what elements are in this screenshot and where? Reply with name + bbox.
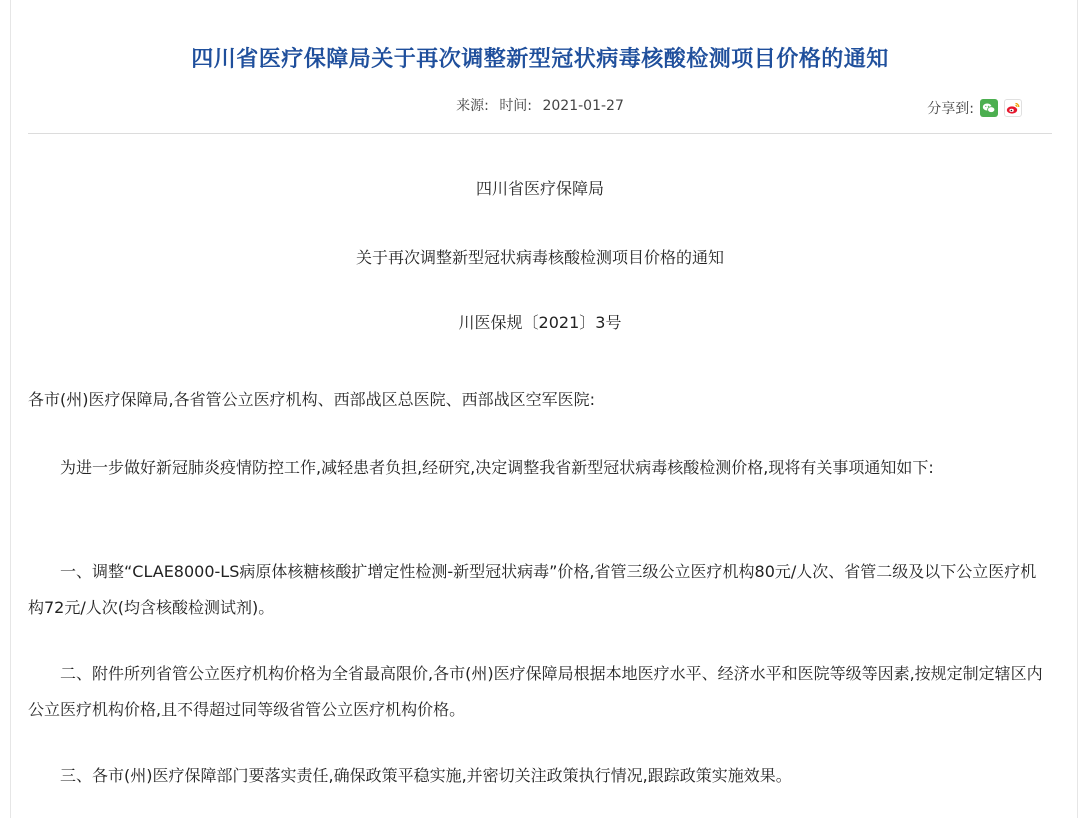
addressee-paragraph: 各市(州)医疗保障局,各省管公立医疗机构、西部战区总医院、西部战区空军医院: <box>28 390 595 409</box>
publish-date: 2021-01-27 <box>542 98 624 114</box>
intro-paragraph: 为进一步做好新冠肺炎疫情防控工作,减轻患者负担,经研究,决定调整我省新型冠状病毒核酸检测价格,现将有关事项通知如下: <box>60 458 934 477</box>
item-one-paragraph: 一、调整“CLAE8000-LS病原体核糖核酸扩增定性检测-新型冠状病毒”价格,省管三级公立医疗机构80元/人次、省管二级及以下公立医疗机构72元/人次(均含核酸检测试剂)。 <box>28 562 1037 617</box>
share-bar <box>927 98 1022 118</box>
wechat-icon[interactable] <box>980 99 998 117</box>
item-two-paragraph: 二、附件所列省管公立医疗机构价格为全省最高限价,各市(州)医疗保障局根据本地医疗水平、经济水平和医院等级等因素,按规定制定辖区内公立医疗机构价格,且不得超过同等级省管公立医疗机构价格。 <box>28 664 1043 719</box>
item-three-paragraph: 三、各市(州)医疗保障部门要落实责任,确保政策平稳实施,并密切关注政策执行情况,跟踪政策实施效果。 <box>60 766 792 785</box>
time-label: 时间: <box>499 98 533 114</box>
weibo-icon[interactable] <box>1004 99 1022 117</box>
issuer-line: 四川省医疗保障局 <box>475 179 604 198</box>
header-divider <box>28 133 1052 134</box>
article-title: 四川省医疗保障局关于再次调整新型冠状病毒核酸检测项目价格的通知 <box>191 47 889 72</box>
document-title-line: 关于再次调整新型冠状病毒核酸检测项目价格的通知 <box>355 248 724 267</box>
article-meta <box>0 95 1080 115</box>
source-label: 来源: <box>456 98 489 114</box>
share-label: 分享到: <box>927 101 974 117</box>
document-number-line: 川医保规〔2021〕3号 <box>458 313 622 332</box>
